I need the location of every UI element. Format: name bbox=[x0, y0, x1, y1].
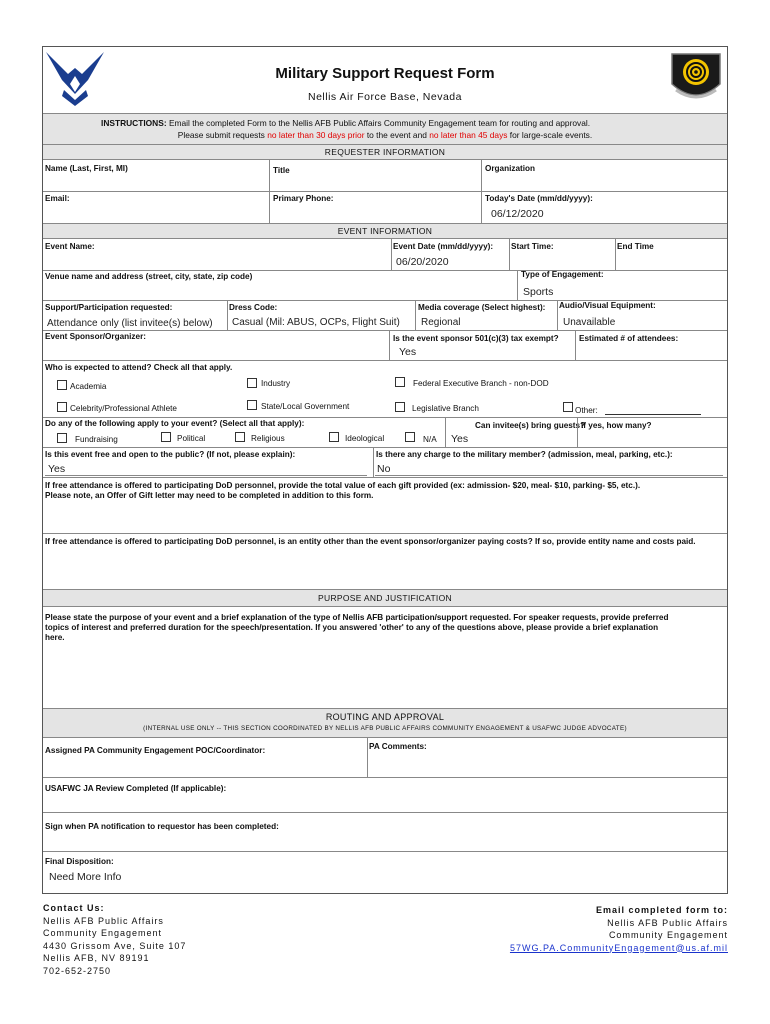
contact-address: 4430 Grissom Ave, Suite 107 bbox=[43, 940, 187, 951]
tax-exempt-label: Is the event sponsor 501(c)(3) tax exempt? bbox=[393, 334, 559, 343]
email-to-heading: Email completed form to: bbox=[595, 905, 728, 915]
guests-select[interactable]: Yes bbox=[451, 433, 469, 445]
routing-section-header: ROUTING AND APPROVAL bbox=[325, 712, 445, 722]
instructions-box bbox=[43, 113, 727, 145]
av-equipment-select[interactable]: Unavailable bbox=[563, 317, 616, 328]
attendees-label: Estimated # of attendees: bbox=[579, 334, 679, 343]
deadline-30-days: no later than 30 days prior bbox=[267, 130, 365, 140]
sign-notification-input[interactable] bbox=[43, 834, 727, 848]
deadline-45-days: no later than 45 days bbox=[429, 130, 508, 140]
purpose-instructions-3: here. bbox=[45, 633, 65, 642]
celebrity-checkbox[interactable] bbox=[57, 402, 67, 412]
form-subtitle: Nellis Air Force Base, Nevada bbox=[308, 91, 462, 103]
religious-checkbox[interactable] bbox=[235, 432, 245, 442]
na-option-label: N/A bbox=[423, 435, 437, 444]
end-time-label: End Time bbox=[617, 242, 654, 251]
support-label: Support/Participation requested: bbox=[45, 303, 173, 312]
dress-code-select[interactable]: Casual (Mil: ABUS, OCPs, Flight Suit) bbox=[232, 317, 400, 328]
final-disposition-select[interactable]: Need More Info bbox=[49, 871, 122, 883]
how-many-label: If yes, how many? bbox=[581, 421, 652, 430]
purpose-input[interactable] bbox=[43, 645, 727, 707]
na-checkbox[interactable] bbox=[405, 432, 415, 442]
ideological-option-label: Ideological bbox=[345, 434, 385, 443]
final-disposition-label: Final Disposition: bbox=[45, 857, 114, 866]
state-local-checkbox[interactable] bbox=[247, 400, 257, 410]
gift-letter-note: Please note, an Offer of Gift letter may need to be completed in addition to this form. bbox=[45, 491, 374, 500]
celebrity-option-label: Celebrity/Professional Athlete bbox=[70, 404, 177, 413]
pa-comments-input[interactable] bbox=[369, 754, 723, 774]
organization-label: Organization bbox=[485, 164, 536, 173]
charge-label: Is there any charge to the military member? (admission, meal, parking, etc.): bbox=[376, 450, 673, 459]
form-title: Military Support Request Form bbox=[275, 65, 495, 82]
charge-input[interactable]: No bbox=[377, 463, 391, 475]
event-date-input[interactable]: 06/20/2020 bbox=[396, 256, 449, 268]
title-input[interactable] bbox=[273, 175, 481, 189]
contact-line1: Nellis AFB Public Affairs bbox=[43, 915, 164, 926]
dress-code-label: Dress Code: bbox=[229, 303, 278, 312]
ideological-checkbox[interactable] bbox=[329, 432, 339, 442]
religious-option-label: Religious bbox=[251, 434, 285, 443]
venue-input[interactable] bbox=[43, 284, 513, 298]
av-equipment-label: Audio/Visual Equipment: bbox=[559, 301, 656, 310]
start-time-label: Start Time: bbox=[511, 242, 554, 251]
sign-notification-label: Sign when PA notification to requestor has been completed: bbox=[45, 822, 279, 831]
ja-review-input[interactable] bbox=[43, 796, 727, 810]
tax-exempt-select[interactable]: Yes bbox=[399, 346, 417, 358]
support-select[interactable]: Attendance only (list invitee(s) below) bbox=[47, 318, 213, 329]
other-checkbox[interactable] bbox=[563, 402, 573, 412]
purpose-instructions-2: topics of interest and preferred duration for the speech/presentation. If you answered 'other' to any of the questions above, please provide a brief explanation bbox=[45, 623, 659, 632]
instructions-line2-c: for large-scale events. bbox=[507, 130, 593, 140]
political-option-label: Political bbox=[177, 434, 206, 443]
name-label: Name (Last, First, MI) bbox=[45, 164, 128, 173]
instructions-line2-b: to the event and bbox=[364, 130, 430, 140]
paying-costs-input[interactable] bbox=[43, 549, 727, 587]
sponsor-label: Event Sponsor/Organizer: bbox=[45, 332, 146, 341]
email-label: Email: bbox=[45, 194, 70, 203]
instructions-line2-a: Please submit requests bbox=[177, 130, 268, 140]
organization-input[interactable] bbox=[485, 175, 725, 189]
apply-question: Do any of the following apply to your event? (Select all that apply): bbox=[45, 419, 305, 428]
academia-option-label: Academia bbox=[70, 382, 107, 391]
contact-city: Nellis AFB, NV 89191 bbox=[43, 953, 150, 963]
contact-heading: Contact Us: bbox=[43, 903, 105, 913]
other-input[interactable] bbox=[605, 402, 701, 415]
purpose-instructions-1: Please state the purpose of your event and a brief explanation of the type of Nellis AFB participation/support requested. For speaker requests, provide preferred bbox=[45, 613, 669, 622]
attend-question: Who is expected to attend? Check all that apply. bbox=[45, 363, 233, 372]
industry-checkbox[interactable] bbox=[247, 378, 257, 388]
routing-header-band bbox=[43, 708, 727, 738]
ja-review-label: USAFWC JA Review Completed (If applicable): bbox=[45, 784, 227, 793]
industry-option-label: Industry bbox=[261, 379, 291, 388]
todays-date-label: Today's Date (mm/dd/yyyy): bbox=[485, 194, 593, 203]
contact-phone: 702-652-2750 bbox=[43, 965, 112, 976]
free-public-input[interactable]: Yes bbox=[48, 463, 66, 475]
federal-option-label: Federal Executive Branch - non-DOD bbox=[413, 379, 549, 388]
venue-label: Venue name and address (street, city, state, zip code) bbox=[45, 272, 253, 281]
engagement-type-select[interactable]: Sports bbox=[523, 286, 554, 298]
email-input[interactable] bbox=[43, 204, 269, 218]
requester-section-header: REQUESTER INFORMATION bbox=[43, 144, 727, 160]
phone-input[interactable] bbox=[273, 204, 481, 218]
phone-label: Primary Phone: bbox=[273, 194, 334, 203]
paying-costs-label: If free attendance is offered to participating DoD personnel, is an entity other than the event sponsor/organizer paying costs? If so, provide entity name and costs paid. bbox=[45, 537, 696, 546]
fundraising-checkbox[interactable] bbox=[57, 433, 67, 443]
guests-label: Can invitee(s) bring guests? bbox=[475, 421, 586, 430]
legislative-option-label: Legislative Branch bbox=[412, 404, 479, 413]
routing-section bbox=[42, 708, 728, 894]
request-form bbox=[42, 46, 728, 710]
state-local-option-label: State/Local Government bbox=[261, 402, 350, 411]
todays-date-input[interactable]: 06/12/2020 bbox=[491, 208, 544, 220]
other-option-label: Other: bbox=[575, 406, 598, 415]
event-date-label: Event Date (mm/dd/yyyy): bbox=[393, 242, 494, 251]
start-time-input[interactable] bbox=[511, 253, 611, 267]
event-section-header: EVENT INFORMATION bbox=[43, 223, 727, 239]
legislative-checkbox[interactable] bbox=[395, 402, 405, 412]
routing-internal-note: (INTERNAL USE ONLY -- THIS SECTION COORDINATED BY NELLIS AFB PUBLIC AFFAIRS COMMUNITY ENGAGEMENT & USAFWC JUDGE ADVOCATE) bbox=[143, 725, 627, 732]
instructions-label: INSTRUCTIONS: bbox=[101, 118, 167, 128]
pa-comments-label: PA Comments: bbox=[369, 742, 427, 751]
pa-poc-input[interactable] bbox=[43, 758, 363, 774]
media-coverage-select[interactable]: Regional bbox=[421, 317, 461, 328]
email-to-line1: Nellis AFB Public Affairs bbox=[607, 917, 728, 928]
fundraising-option-label: Fundraising bbox=[75, 435, 118, 444]
free-public-label: Is this event free and open to the public? (If not, please explain): bbox=[45, 450, 296, 459]
attendees-input[interactable] bbox=[579, 344, 723, 358]
email-to-line2: Community Engagement bbox=[608, 930, 728, 940]
media-coverage-label: Media coverage (Select highest): bbox=[418, 303, 546, 312]
email-link[interactable]: 57WG.PA.CommunityEngagement@us.af.mil bbox=[509, 942, 728, 953]
end-time-input[interactable] bbox=[617, 253, 717, 267]
contact-block bbox=[43, 902, 186, 977]
how-many-input[interactable] bbox=[581, 433, 723, 445]
purpose-section-header: PURPOSE AND JUSTIFICATION bbox=[43, 589, 727, 607]
political-checkbox[interactable] bbox=[161, 432, 171, 442]
email-to-block bbox=[510, 904, 728, 954]
instructions-line1: Email the completed Form to the Nellis AFB Public Affairs Community Engagement team for routing and approval. bbox=[168, 118, 591, 128]
pa-poc-label: Assigned PA Community Engagement POC/Coordinator: bbox=[45, 746, 266, 755]
academia-checkbox[interactable] bbox=[57, 380, 67, 390]
federal-checkbox[interactable] bbox=[395, 377, 405, 387]
event-name-input[interactable] bbox=[43, 253, 389, 267]
sponsor-input[interactable] bbox=[43, 344, 383, 358]
gift-value-input[interactable] bbox=[43, 503, 727, 533]
name-input[interactable] bbox=[43, 175, 269, 189]
gift-value-label: If free attendance is offered to participating DoD personnel, provide the total value of each gift provided (ex: admission- $20, meal- $10, parking- $5, etc.). bbox=[45, 481, 641, 490]
engagement-type-label: Type of Engagement: bbox=[521, 270, 604, 279]
event-name-label: Event Name: bbox=[45, 242, 95, 251]
contact-line2: Community Engagement bbox=[43, 928, 163, 938]
title-label: Title bbox=[273, 166, 290, 175]
